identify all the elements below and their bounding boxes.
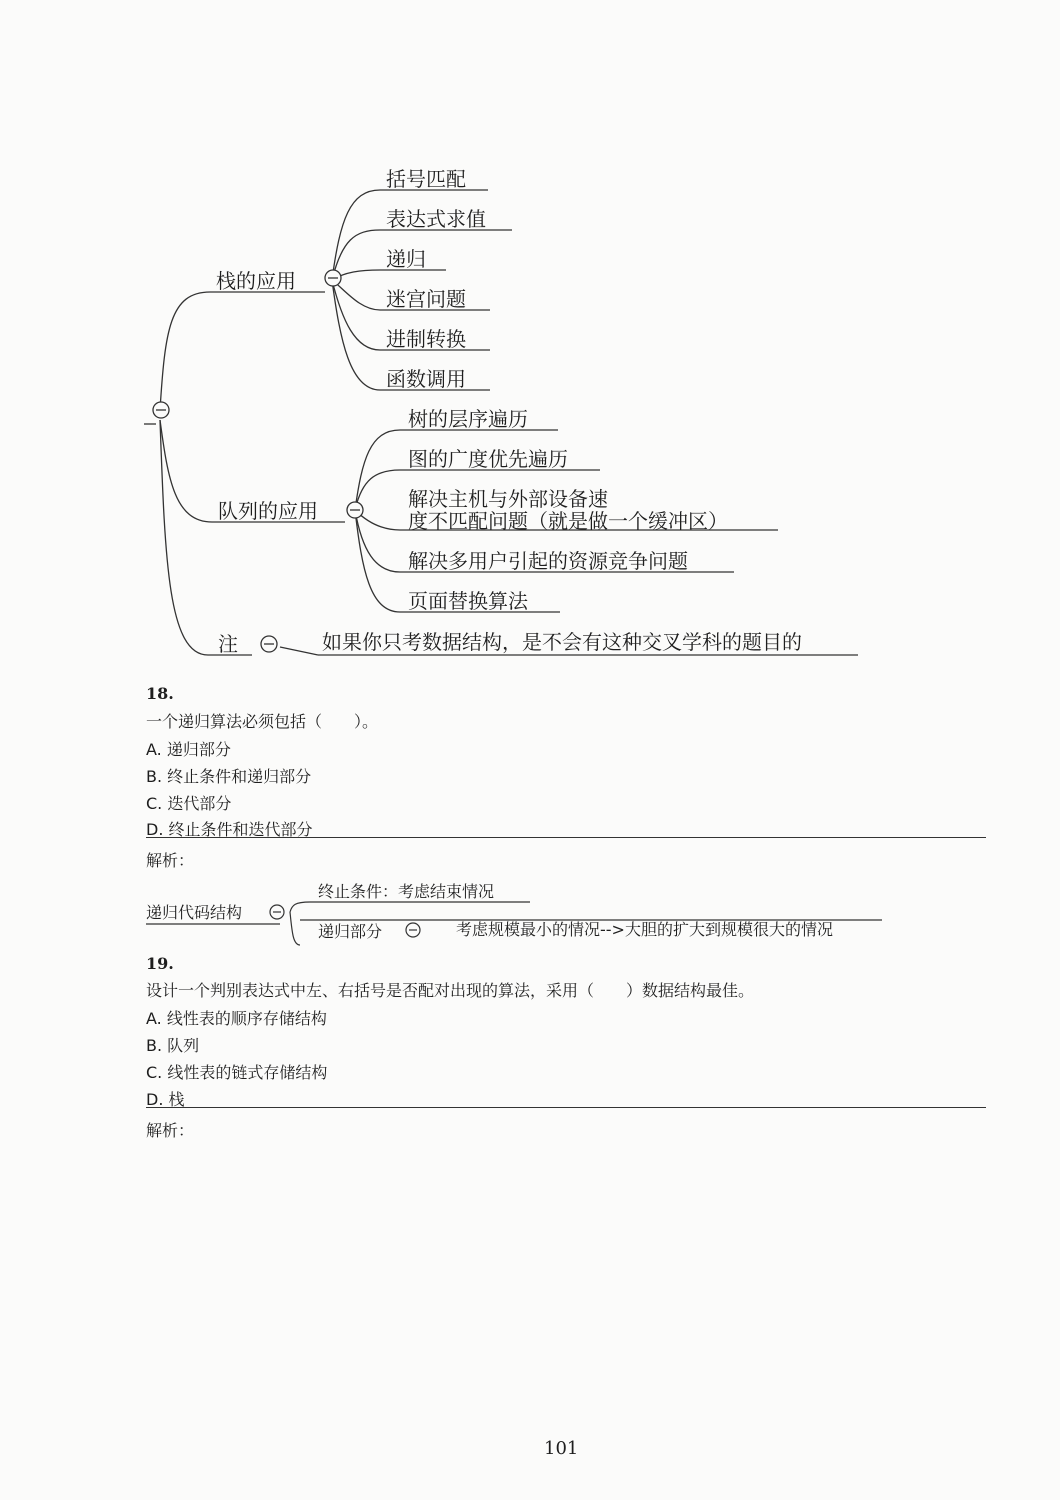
question-19-option-a: A. 线性表的顺序存储结构 xyxy=(146,1009,327,1028)
stack-queue-mindmap xyxy=(0,0,1060,680)
question-18-option-a: A. 递归部分 xyxy=(146,740,231,759)
note-label: 注 xyxy=(218,632,238,656)
queue-item: 解决多用户引起的资源竞争问题 xyxy=(408,549,688,573)
queue-item: 树的层序遍历 xyxy=(408,407,528,431)
queue-item: 页面替换算法 xyxy=(408,589,528,613)
question-19-option-c: C. 线性表的链式存储结构 xyxy=(146,1063,328,1082)
question-18-option-d: D. 终止条件和迭代部分 xyxy=(146,820,313,839)
question-19-option-b: B. 队列 xyxy=(146,1036,200,1055)
question-19-option-d: D. 栈 xyxy=(146,1090,185,1109)
note-text: 如果你只考数据结构，是不会有这种交叉学科的题目的 xyxy=(322,630,802,654)
question-18-option-b: B. 终止条件和递归部分 xyxy=(146,767,312,786)
stack-item: 括号匹配 xyxy=(386,167,466,191)
stack-item: 递归 xyxy=(386,247,426,271)
stack-branch-label: 栈的应用 xyxy=(216,269,296,293)
queue-branch-label: 队列的应用 xyxy=(218,499,318,523)
stack-item: 表达式求值 xyxy=(386,207,486,231)
stack-item: 进制转换 xyxy=(386,327,466,351)
question-19-stem: 设计一个判别表达式中左、右括号是否配对出现的算法，采用（ ）数据结构最佳。 xyxy=(146,981,755,1000)
stack-item: 迷宫问题 xyxy=(386,287,466,311)
recursion-recursive-detail: 考虑规模最小的情况-->大胆的扩大到规模很大的情况 xyxy=(456,920,833,939)
question-18-option-c: C. 迭代部分 xyxy=(146,794,232,813)
divider-line xyxy=(146,1107,986,1108)
queue-item: 解决主机与外部设备速 xyxy=(408,487,608,511)
question-19-analysis-label: 解析： xyxy=(146,1121,195,1140)
divider-line xyxy=(146,837,986,838)
question-18-number: 18. xyxy=(146,684,174,703)
stack-item: 函数调用 xyxy=(386,367,466,391)
question-18-stem: 一个递归算法必须包括（ ）。 xyxy=(146,712,379,731)
recursion-recursive-label: 递归部分 xyxy=(318,922,383,941)
question-19-number: 19. xyxy=(146,954,174,973)
recursion-root-label: 递归代码结构 xyxy=(146,903,243,922)
queue-item: 图的广度优先遍历 xyxy=(408,447,568,471)
queue-item: 度不匹配问题（就是做一个缓冲区） xyxy=(408,509,728,533)
question-18-analysis-label: 解析： xyxy=(146,851,195,870)
recursion-terminate-label: 终止条件：考虑结束情况 xyxy=(318,882,495,901)
page-number: 101 xyxy=(544,1438,579,1459)
